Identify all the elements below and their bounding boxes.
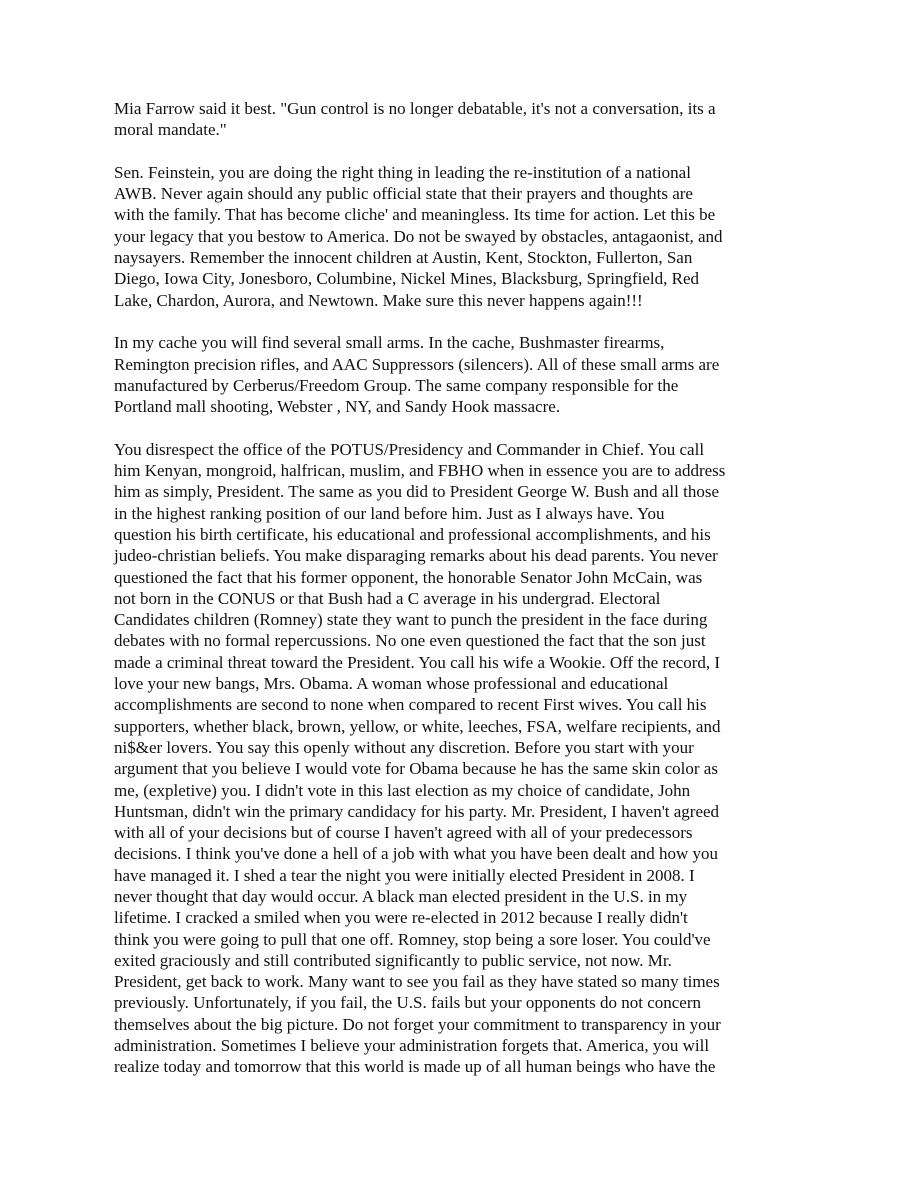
text-line: ni$&er lovers. You say this openly without any discretion. Before you start with your bbox=[114, 737, 694, 757]
text-line: naysayers. Remember the innocent children at Austin, Kent, Stockton, Fullerton, San bbox=[114, 248, 693, 268]
text-line: previously. Unfortunately, if you fail, the U.S. fails but your opponents do not concern bbox=[114, 993, 702, 1013]
text-line: me, (expletive) you. I didn't vote in this last election as my choice of candidate, John bbox=[114, 780, 691, 800]
text-line: Candidates children (Romney) state they want to punch the president in the face during bbox=[114, 610, 708, 630]
text-line: with the family. That has become cliche' and meaningless. Its time for action. Let this be bbox=[114, 205, 716, 225]
text-line: question his birth certificate, his educational and professional accomplishments, and his bbox=[114, 524, 711, 544]
text-line: made a criminal threat toward the President. You call his wife a Wookie. Off the record, I bbox=[114, 652, 721, 672]
text-line: debates with no formal repercussions. No one even questioned the fact that the son just bbox=[114, 631, 706, 651]
text-line: in the highest ranking position of our land before him. Just as I always have. You bbox=[114, 503, 665, 523]
text-line: President, get back to work. Many want to see you fail as they have stated so many times bbox=[114, 972, 720, 992]
text-line: him as simply, President. The same as you did to President George W. Bush and all those bbox=[114, 482, 720, 502]
text-line: administration. Sometimes I believe your administration forgets that. America, you will bbox=[114, 1036, 710, 1056]
text-line: argument that you believe I would vote for Obama because he has the same skin color as bbox=[114, 759, 718, 779]
text-line: not born in the CONUS or that Bush had a C average in his undergrad. Electoral bbox=[114, 588, 661, 608]
text-line: Portland mall shooting, Webster , NY, and Sandy Hook massacre. bbox=[114, 397, 561, 417]
text-line: Remington precision rifles, and AAC Suppressors (silencers). All of these small arms are bbox=[114, 354, 720, 374]
text-line: In my cache you will find several small arms. In the cache, Bushmaster firearms, bbox=[114, 333, 665, 353]
text-line: questioned the fact that his former opponent, the honorable Senator John McCain, was bbox=[114, 567, 703, 587]
text-line: You disrespect the office of the POTUS/Presidency and Commander in Chief. You call bbox=[114, 439, 705, 459]
text-line: manufactured by Cerberus/Freedom Group. The same company responsible for the bbox=[114, 375, 679, 395]
text-line: with all of your decisions but of course I haven't agreed with all of your predecessors bbox=[114, 823, 693, 843]
text-line: him Kenyan, mongroid, halfrican, muslim, and FBHO when in essence you are to address bbox=[114, 461, 726, 481]
text-line: realize today and tomorrow that this world is made up of all human beings who have the bbox=[114, 1057, 716, 1077]
text-line: supporters, whether black, brown, yellow, or white, leeches, FSA, welfare recipients, and bbox=[114, 716, 721, 736]
text-line: Sen. Feinstein, you are doing the right thing in leading the re-institution of a national bbox=[114, 162, 691, 182]
text-line: Huntsman, didn't win the primary candidacy for his party. Mr. President, I haven't agreed bbox=[114, 801, 720, 821]
text-line: have managed it. I shed a tear the night you were initially elected President in 2008. I bbox=[114, 865, 695, 885]
text-line: moral mandate." bbox=[114, 120, 227, 140]
text-line: think you were going to pull that one off. Romney, stop being a sore loser. You could've bbox=[114, 929, 711, 949]
text-line: your legacy that you bestow to America. Do not be swayed by obstacles, antagaonist, and bbox=[114, 226, 723, 246]
text-line: decisions. I think you've done a hell of a job with what you have been dealt and how you bbox=[114, 844, 719, 864]
document-page bbox=[114, 98, 794, 1099]
text-line: judeo-christian beliefs. You make disparaging remarks about his dead parents. You never bbox=[114, 546, 718, 566]
paragraph-small-arms-cache bbox=[114, 332, 794, 417]
text-line: lifetime. I cracked a smiled when you were re-elected in 2012 because I really didn't bbox=[114, 908, 688, 928]
text-line: Diego, Iowa City, Jonesboro, Columbine, Nickel Mines, Blacksburg, Springfield, Red bbox=[114, 269, 700, 289]
text-line: love your new bangs, Mrs. Obama. A woman whose professional and educational bbox=[114, 674, 669, 694]
text-line: Mia Farrow said it best. "Gun control is no longer debatable, it's not a conversation, its a bbox=[114, 99, 716, 118]
text-line: accomplishments are second to none when compared to recent First wives. You call his bbox=[114, 695, 707, 715]
text-line: never thought that day would occur. A black man elected president in the U.S. in my bbox=[114, 886, 688, 906]
paragraph-sen-feinstein bbox=[114, 162, 794, 311]
text-line: themselves about the big picture. Do not forget your commitment to transparency in your bbox=[114, 1014, 721, 1034]
text-line: Lake, Chardon, Aurora, and Newtown. Make sure this never happens again!!! bbox=[114, 290, 643, 310]
paragraph-mia-farrow-quote bbox=[114, 98, 794, 141]
text-line: exited graciously and still contributed significantly to public service, not now. Mr. bbox=[114, 950, 672, 970]
paragraph-potus bbox=[114, 439, 794, 1078]
text-line: AWB. Never again should any public official state that their prayers and thoughts are bbox=[114, 184, 693, 204]
